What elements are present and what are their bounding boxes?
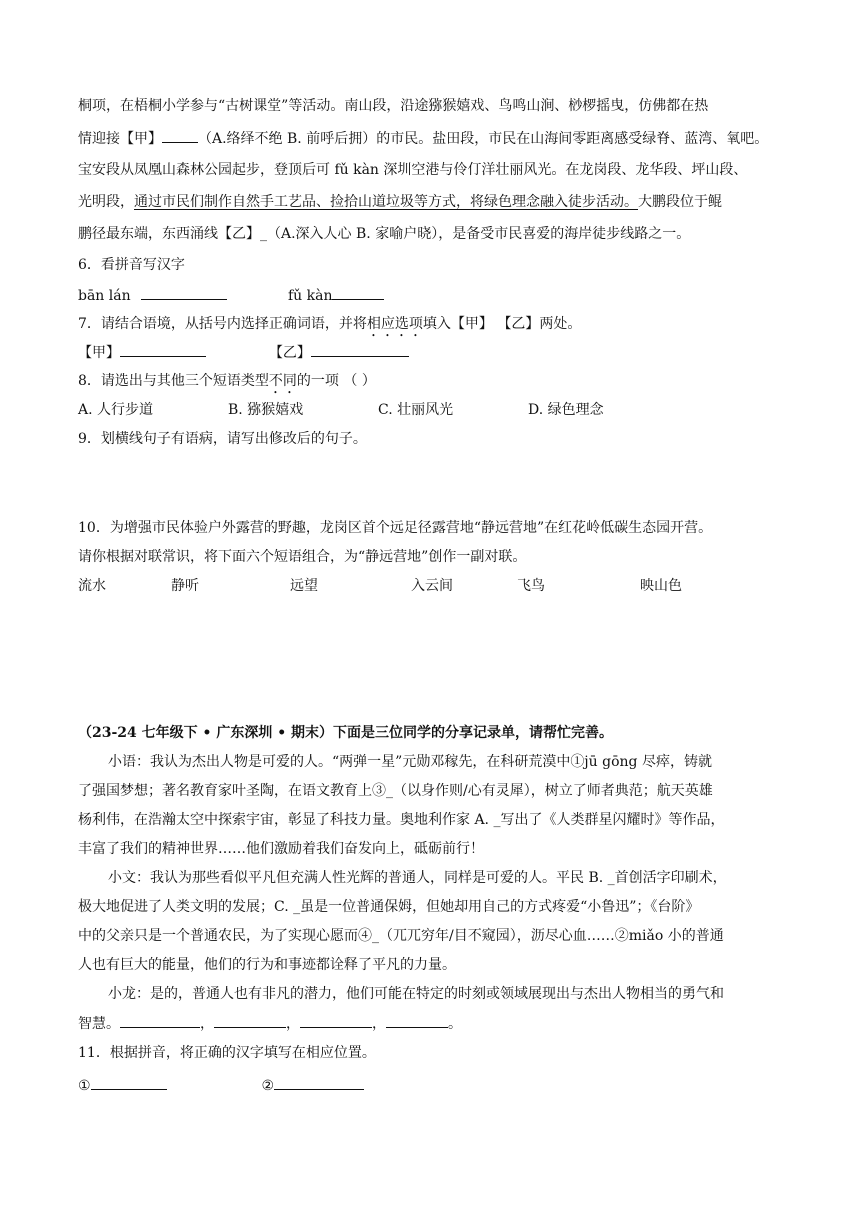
q8-option-d[interactable]: D. 绿色理念 <box>528 402 604 418</box>
jia-answer-blank[interactable] <box>120 342 206 357</box>
q7-text-a: 7．请结合语境，从括号内选择正确词语，并将 <box>78 316 367 332</box>
q7-emphasis: 相应选项 <box>366 316 423 332</box>
phrase-2: 静听 <box>171 578 199 594</box>
q11-blank-2[interactable] <box>274 1075 364 1090</box>
p2-line-3: 中的父亲只是一个普通农民，为了实现心愿而④_（兀兀穷年/目不窥园），沥尽心血……②miǎo 小的普通 <box>78 928 724 944</box>
q9-prompt: 9．划横线句子有语病，请写出修改后的句子。 <box>78 431 367 447</box>
p1-line-2: 了强国梦想；著名教育家叶圣陶，在语文教育上③_（以身作则/心有灵犀），树立了师者典范；航天英雄 <box>78 783 713 799</box>
p2-line-4: 人也有巨大的能量，他们的行为和事迹都诠释了平凡的力量。 <box>78 957 456 973</box>
phrase-6: 映山色 <box>640 578 682 594</box>
p1-line-1: 小语：我认为杰出人物是可爱的人。“两弹一星”元勋邓稼先，在科研荒漠中①jū gōng 尽瘁，铸就 <box>108 754 712 770</box>
q11-blank-1[interactable] <box>91 1075 167 1090</box>
passage-line-4 <box>78 192 722 212</box>
answer-blank-1[interactable] <box>141 285 227 300</box>
q8-option-c[interactable]: C. 壮丽风光 <box>378 402 454 418</box>
p1-line-3: 杨利伟，在浩瀚太空中探索宇宙，彰显了科技力量。奥地利作家 A. _写出了《人类群星闪耀时》等作品， <box>78 812 725 828</box>
comma-2: ， <box>286 1016 300 1032</box>
q6-prompt: 6．看拼音写汉字 <box>78 257 185 273</box>
q7-answer-row <box>78 342 409 363</box>
phrase-3: 远望 <box>290 578 318 594</box>
p3-line-1: 小龙：是的，普通人也有非凡的潜力，他们可能在特定的时刻或领域展现出与杰出人物相当的勇气和 <box>108 986 724 1002</box>
jia-blank[interactable] <box>162 128 198 143</box>
comma-1: ， <box>200 1016 214 1032</box>
q8-text-a: 8．请选出与其他三个短语类型 <box>78 373 269 389</box>
q8-text-c: 的一项 （ ） <box>296 373 376 389</box>
fill-blank-3[interactable] <box>300 1013 372 1028</box>
marker-2: ② <box>261 1078 275 1094</box>
passage-line-3: 宝安段从凤凰山森林公园起步，登顶后可 fǔ kàn 深圳空港与伶仃洋壮丽风光。在龙岗段、龙华段、坪山段、 <box>78 162 748 178</box>
p3-line-2-text: 智慧。 <box>78 1016 120 1032</box>
q10-line-1: 10．为增强市民体验户外露营的野趣，龙岗区首个远足径露营地“静远营地”在红花岭低碳生态园开营。 <box>78 520 713 536</box>
q7-prompt <box>78 314 581 340</box>
comma-3: ， <box>372 1016 386 1032</box>
faulty-sentence: 通过市民们制作自然手工艺品、捡拾山道垃圾等方式，将绿色理念融入徒步活动。 <box>134 194 638 210</box>
period: 。 <box>448 1016 462 1032</box>
pinyin-2: fǔ kàn <box>287 288 333 304</box>
q8-option-a[interactable]: A. 人行步道 <box>78 402 154 418</box>
fill-blank-4[interactable] <box>386 1013 448 1028</box>
pinyin-1: bān lán <box>78 288 131 304</box>
q11-prompt: 11．根据拼音，将正确的汉字填写在相应位置。 <box>78 1045 376 1061</box>
q6-pinyin-row <box>78 285 384 306</box>
q10-line-2: 请你根据对联常识，将下面六个短语组合，为“静远营地”创作一副对联。 <box>78 549 527 565</box>
yi-answer-blank[interactable] <box>311 342 409 357</box>
p2-line-1: 小文：我认为那些看似平凡但充满人性光辉的普通人，同样是可爱的人。平民 B. _首创活字印刷术， <box>108 870 727 886</box>
q8-emphasis: 不同 <box>268 373 297 389</box>
p2-line-2: 极大地促进了人类文明的发展；C. _虽是一位普通保姆，但她却用自己的方式疼爱“小鲁迅”；《台阶》 <box>78 899 700 915</box>
passage-line-4c: 大鹏段位于鲲 <box>638 194 722 210</box>
q8-prompt <box>78 371 376 397</box>
passage-line-5: 鹏径最东端，东西涌线【乙】_（A.深入人心 B. 家喻户晓），是备受市民喜爱的海岸徒步线路之一。 <box>78 226 691 242</box>
passage-line-1: 桐项，在梧桐小学参与“古树课堂”等活动。南山段，沿途猕猴嬉戏、鸟鸣山涧、桫椤摇曳，仿佛都在热 <box>78 98 709 114</box>
passage-line-2a: 情迎接【甲】 <box>78 131 162 147</box>
jia-label: 【甲】 <box>78 345 120 361</box>
fill-blank-2[interactable] <box>214 1013 286 1028</box>
p1-line-4: 丰富了我们的精神世界……他们激励着我们奋发向上，砥砺前行！ <box>78 841 484 857</box>
phrase-1: 流水 <box>78 578 106 594</box>
marker-1: ① <box>78 1078 91 1094</box>
phrase-5: 飞鸟 <box>517 578 545 594</box>
phrase-4: 入云间 <box>411 578 453 594</box>
yi-label: 【乙】 <box>268 345 311 361</box>
answer-blank-2[interactable] <box>332 285 384 300</box>
q11-answer-row <box>78 1075 364 1096</box>
q8-option-b[interactable]: B. 猕猴嬉戏 <box>228 402 304 418</box>
p3-line-2 <box>78 1013 462 1034</box>
passage-line-2 <box>78 128 768 149</box>
section-heading: （23-24 七年级下 • 广东深圳 • 期末）下面是三位同学的分享记录单，请帮忙完善。 <box>78 725 614 741</box>
fill-blank-1[interactable] <box>120 1013 200 1028</box>
passage-line-4a: 光明段， <box>78 194 134 210</box>
passage-line-2b: （A.络绎不绝 B. 前呼后拥）的市民。盐田段，市民在山海间零距离感受绿脊、蓝湾、氧吧。 <box>198 131 769 147</box>
q7-text-c: 填入【甲】 【乙】两处。 <box>422 316 582 332</box>
